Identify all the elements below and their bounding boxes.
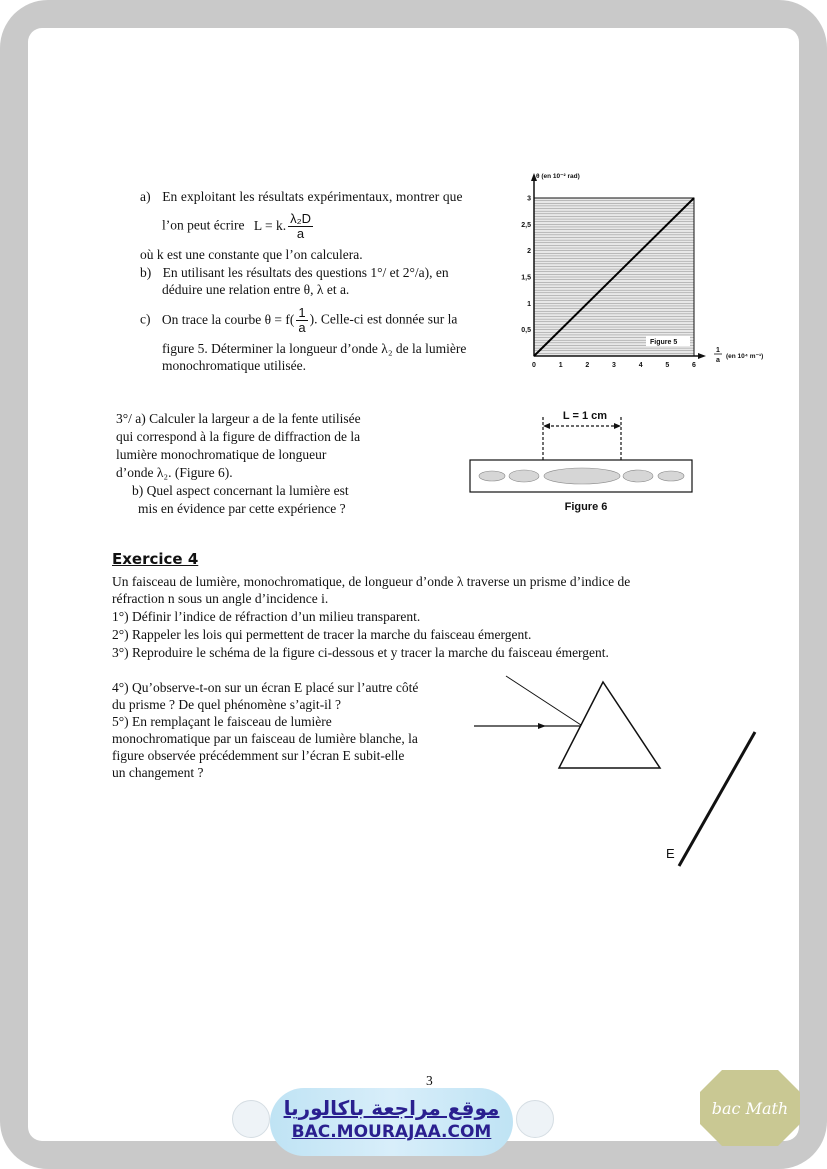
exercice4-q4-line1: 4°) Qu’observe-t-on sur un écran E placé sur l’autre côté xyxy=(112,680,419,695)
exercice4-q2: 2°) Rappeler les lois qui permettent de tracer la marche du faisceau émergent. xyxy=(112,627,532,642)
figure5-y-tick-label: 1,5 xyxy=(521,274,531,282)
figure5-x-tick-label: 2 xyxy=(585,362,590,369)
figure5-x-tick-label: 3 xyxy=(612,362,616,369)
figure5-ylabel: θ (en 10⁻² rad) xyxy=(536,173,580,180)
part-b-label: b) xyxy=(140,265,152,280)
figure5-x-tick-label: 4 xyxy=(638,362,643,369)
exercice4-q1: 1°) Définir l’indice de réfraction d’un milieu transparent. xyxy=(112,609,421,624)
part-c-label: c) xyxy=(140,311,151,327)
part-c-text-after: ). Celle-ci est donnée sur la xyxy=(309,311,458,327)
figure6-fringe-4 xyxy=(623,470,653,482)
figure5-y-tick-label: 2,5 xyxy=(521,221,531,229)
screen-e-label: E xyxy=(666,846,675,861)
exercice4-q4-line2: du prisme ? De quel phénomène s’agit-il ? xyxy=(112,697,342,712)
formula-lhs: L = k. xyxy=(253,217,287,233)
figure6-caption: Figure 6 xyxy=(564,501,608,513)
normal-line xyxy=(506,676,581,725)
screen-e xyxy=(679,732,755,866)
figure6-arrow-left xyxy=(543,423,550,429)
figure5-x-arrow xyxy=(698,353,706,359)
exercice4-q5-line3: figure observée précédemment sur l’écran E subit-elle xyxy=(112,748,405,763)
banner-arabic[interactable]: موقع مراجعة باكالوريا xyxy=(283,1096,500,1120)
site-logo-left xyxy=(232,1100,270,1138)
prism-triangle xyxy=(559,682,660,768)
part-a-line2 xyxy=(162,212,315,241)
exercice4-intro2: réfraction n sous un angle d’incidence i. xyxy=(112,591,329,606)
part-c-line2: figure 5. Déterminer la longueur d’onde λ₂ de la lumière xyxy=(162,341,467,356)
part-a-label: a) xyxy=(140,189,151,204)
part-c-text-before: On trace la courbe θ = f( xyxy=(161,311,295,327)
part-c-frac-den: a xyxy=(298,320,306,335)
figure6-label: L = 1 cm xyxy=(562,410,608,422)
part-c-frac-num: 1 xyxy=(298,305,306,320)
part-c-fraction xyxy=(296,306,307,335)
exercice4-q5-line2: monochromatique par un faisceau de lumière blanche, la xyxy=(112,731,418,746)
q3-line5: b) Quel aspect concernant la lumière est xyxy=(132,483,349,498)
figure5-xlabel-den: a xyxy=(716,357,720,364)
part-a-line1 xyxy=(140,188,463,206)
figure6-fringe-2 xyxy=(509,470,539,482)
part-b-text: En utilisant les résultats des questions 1°/ et 2°/a), en xyxy=(162,265,449,280)
site-logo-right xyxy=(516,1100,554,1138)
bac-math-badge-text: bac Math xyxy=(711,1099,789,1118)
figure5-legend: Figure 5 xyxy=(650,339,678,346)
figure5-xlabel-num: 1 xyxy=(716,347,720,354)
figure6-fringe-5 xyxy=(658,471,684,481)
figure6-central-fringe xyxy=(544,468,620,484)
formula-fraction xyxy=(288,212,313,241)
figure5-x-tick-label: 0 xyxy=(532,362,536,369)
figure5-xlabel-unit: (en 10⁴ m⁻¹) xyxy=(726,353,764,360)
figure5-y-tick-label: 3 xyxy=(527,195,531,203)
exercice4-title: Exercice 4 xyxy=(112,550,199,568)
q3-line2: qui correspond à la figure de diffraction de la xyxy=(116,429,361,444)
q3-line4: d’onde λ₂. (Figure 6). xyxy=(116,465,233,480)
figure5-chart xyxy=(520,168,810,378)
q3-line1: 3°/ a) Calculer la largeur a de la fente utilisée xyxy=(116,411,361,426)
part-b-line1 xyxy=(140,264,449,282)
site-banner[interactable] xyxy=(270,1088,513,1156)
formula-denominator: a xyxy=(296,226,305,241)
part-a-line3: où k est une constante que l’on calculera. xyxy=(140,247,363,262)
q3-line3: lumière monochromatique de longueur xyxy=(116,447,327,462)
part-c-line1 xyxy=(140,306,457,335)
figure5-y-tick-label: 2 xyxy=(527,248,531,256)
figure5-x-tick-label: 1 xyxy=(558,362,563,369)
figure5-x-tick-label: 6 xyxy=(692,362,696,369)
part-c-line3: monochromatique utilisée. xyxy=(162,358,306,373)
part-a-text: En exploitant les résultats expérimentaux, montrer que xyxy=(162,189,463,204)
prism-diagram xyxy=(470,670,770,870)
exercice4-intro1: Un faisceau de lumière, monochromatique, de longueur d’onde λ traverse un prisme d’indice de xyxy=(112,574,631,589)
figure5-y-tick-label: 1 xyxy=(527,300,531,308)
figure5 xyxy=(520,168,810,378)
q3-line6: mis en évidence par cette expérience ? xyxy=(138,501,346,516)
bac-math-badge xyxy=(700,1070,800,1151)
figure6-fringe-1 xyxy=(479,471,505,481)
exercice4-q5-line4: un changement ? xyxy=(112,765,204,780)
exercice4-q3: 3°) Reproduire le schéma de la figure ci-dessous et y tracer la marche du faisceau émergent. xyxy=(112,645,609,660)
part-a-line2-text: l’on peut écrire xyxy=(162,217,245,233)
figure5-y-tick-label: 0,5 xyxy=(521,327,531,335)
part-b-line2: déduire une relation entre θ, λ et a. xyxy=(162,282,350,297)
formula-numerator: λ₂D xyxy=(290,211,312,226)
page-number: 3 xyxy=(426,1073,433,1088)
figure6-arrow-right xyxy=(614,423,621,429)
figure5-x-tick-label: 5 xyxy=(665,362,670,369)
figure6 xyxy=(466,404,696,516)
exercice4-q5-line1: 5°) En remplaçant le faisceau de lumière xyxy=(112,714,332,729)
incident-ray-arrow xyxy=(538,723,546,729)
banner-url[interactable]: BAC.MOURAJAA.COM xyxy=(291,1122,492,1142)
